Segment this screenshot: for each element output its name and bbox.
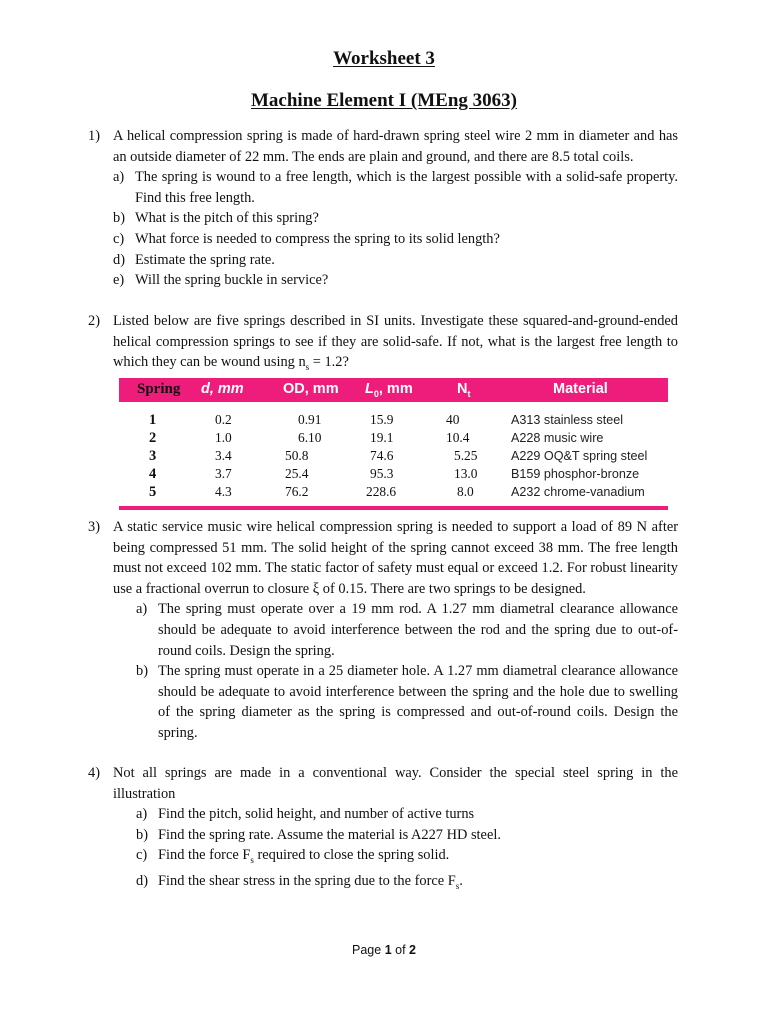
question-4 <box>88 763 678 896</box>
table-row: 1 0.2 0.91 15.9 40 A313 stainless steel <box>149 412 624 428</box>
header-d: d, mm <box>201 381 244 397</box>
header-l0: $L_0$, mm <box>365 381 413 399</box>
sub-question: a) Find the pitch, solid height, and number of active turns <box>136 806 475 823</box>
sub-question: c) What force is needed to compress the spring to its solid length? <box>113 230 500 247</box>
table-body <box>119 402 668 500</box>
sub-question: b) What is the pitch of this spring? <box>113 210 319 227</box>
question-number: 3) <box>88 519 100 535</box>
question-1 <box>88 126 678 291</box>
header-spring: Spring <box>137 381 181 397</box>
sub-question-list <box>113 167 678 291</box>
sub-question-list <box>136 804 678 896</box>
question-2 <box>88 311 678 378</box>
question-text: Listed below are five springs described in SI units. Investigate these squared-and-ground-ended helical compression springs to see if they are solid-safe. If not, what is the largest free length to which they can be wound using $n_s = 1.2$? <box>113 313 678 373</box>
sub-question-list <box>136 599 678 743</box>
header-od: OD, mm <box>283 381 339 397</box>
sub-question: b) The spring must operate in a 25 diameter hole. A 1.27 mm diametral clearance allowance should be adequate to avoid interference between the spring and the hole due to swelling of the spring diameter as the spring is compressed and out-of-round coils. Design the spring. <box>136 663 678 741</box>
question-text: Not all springs are made in a conventional way. Consider the special steel spring in the illustration <box>113 765 678 802</box>
table-header <box>119 378 668 402</box>
page-footer: Page 1 of 2 <box>352 943 416 957</box>
question-number: 2) <box>88 313 100 329</box>
question-text: A static service music wire helical compression spring is needed to support a load of 89 N after being compressed 51 mm. The solid height of the spring cannot exceed 38 mm. The free length must not exceed 102 mm. The static factor of safety must equal or exceed 1.2. For robust linearity use a fractional overrun to closure ξ of 0.15. There are two springs to be designed. <box>113 519 678 597</box>
worksheet-title: Worksheet 3 <box>333 48 435 69</box>
sub-question: d) Estimate the spring rate. <box>113 251 275 268</box>
current-page: 1 <box>384 943 392 957</box>
sub-question: b) Find the spring rate. Assume the material is A227 HD steel. <box>136 826 501 843</box>
question-3 <box>88 517 678 744</box>
sub-question: a) The spring is wound to a free length, which is the largest possible with a solid-safe property. Find this free length. <box>113 169 678 206</box>
question-number: 4) <box>88 765 100 781</box>
spring-table <box>119 378 668 510</box>
table-row: 2 1.0 6.10 19.1 10.4 A228 music wire <box>149 430 604 446</box>
sub-question: a) The spring must operate over a 19 mm rod. A 1.27 mm diametral clearance allowance should be adequate to avoid interference between the rod and the spring due to out-of-round coils. Design the spring. <box>136 601 678 659</box>
total-pages: 2 <box>409 943 416 957</box>
table-row: 4 3.7 25.4 95.3 13.0 B159 phosphor-bronze <box>149 466 640 482</box>
header-material: Material <box>553 381 608 397</box>
sub-question: d) Find the shear stress in the spring due to the force $F_s$. <box>136 872 463 891</box>
course-title: Machine Element I (MEng 3063) <box>251 90 517 111</box>
header-nt: $N_t$ <box>457 381 471 399</box>
question-text: A helical compression spring is made of hard-drawn spring steel wire 2 mm in diameter and has an outside diameter of 22 mm. The ends are plain and ground, and there are 8.5 total coils. <box>113 128 678 165</box>
sub-question: e) Will the spring buckle in service? <box>113 272 329 289</box>
table-row: 3 3.4 50.8 74.6 5.25 A229 OQ&T spring steel <box>149 448 648 464</box>
question-number: 1) <box>88 128 100 144</box>
table-row: 5 4.3 76.2 228.6 8.0 A232 chrome-vanadium <box>149 484 645 500</box>
table-bottom-rule <box>119 506 668 510</box>
sub-question: c) Find the force $F_s$ required to close the spring solid. <box>136 847 450 866</box>
